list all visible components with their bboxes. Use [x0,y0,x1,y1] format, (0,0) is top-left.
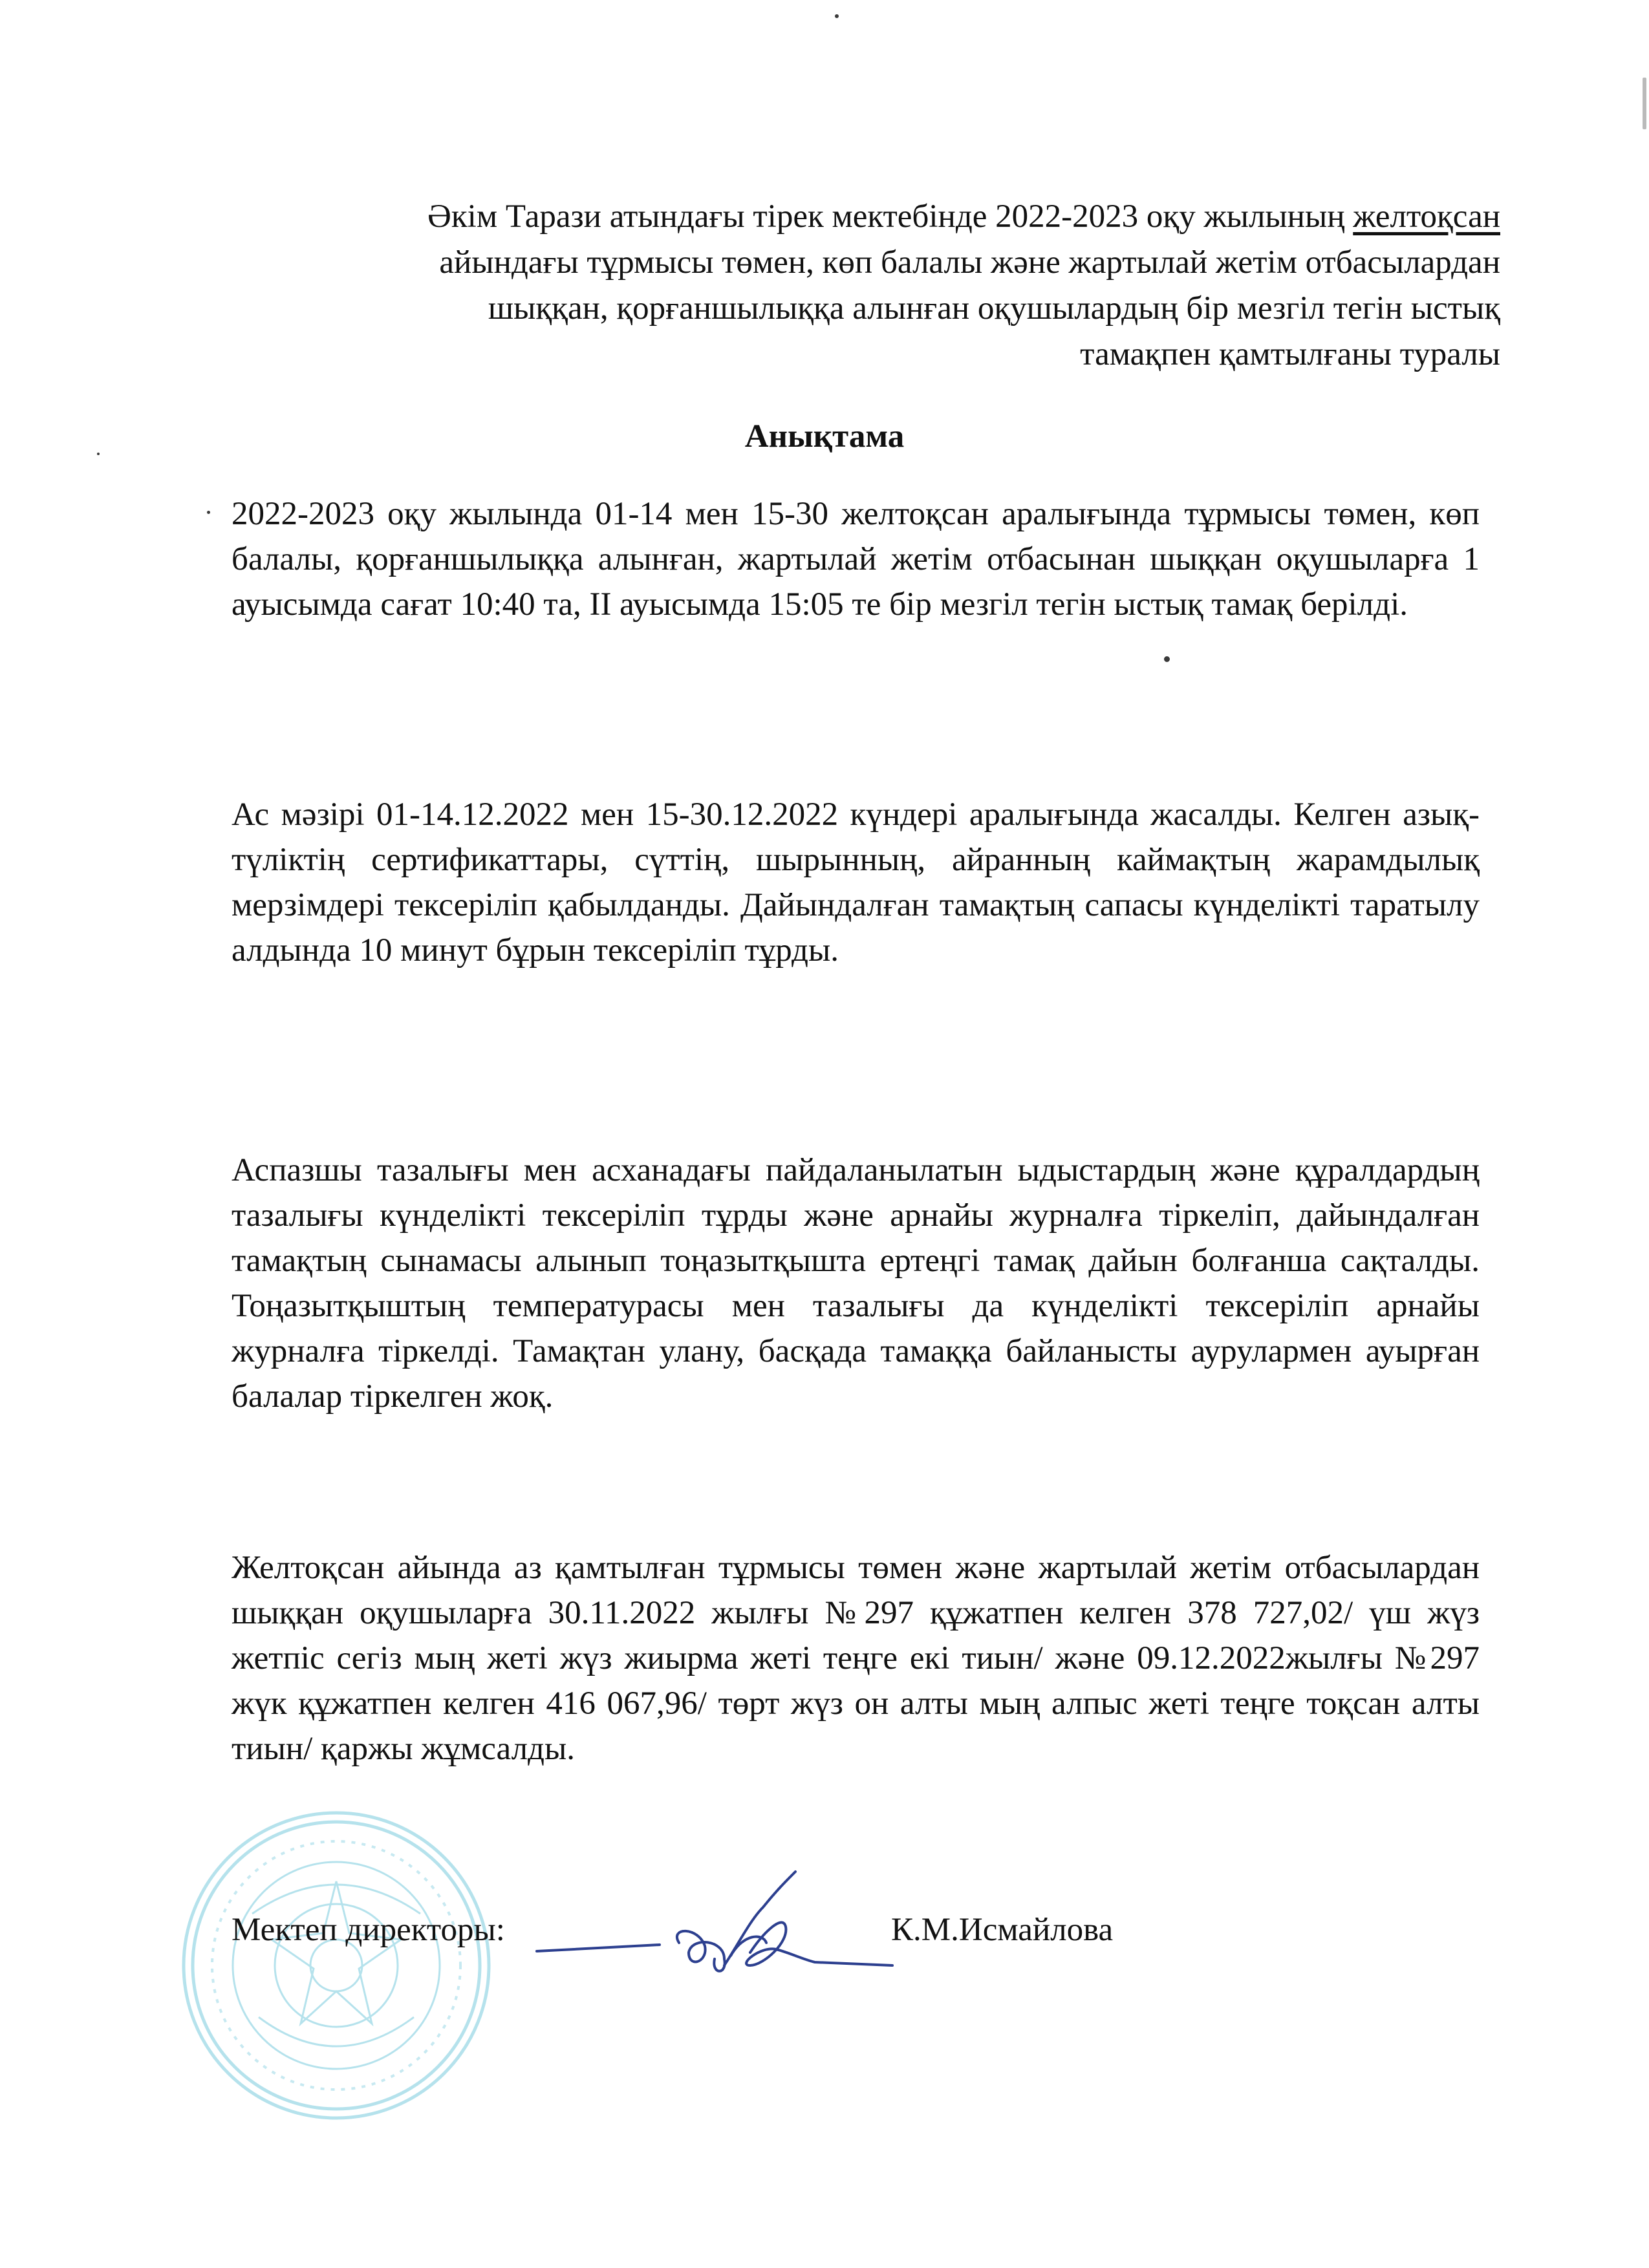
heading-line-1 [233,194,1500,240]
official-seal-stamp [175,1804,498,2127]
paragraph-funding: Желтоқсан айында аз қамтылған тұрмысы төмен және жартылай жетім отбасылардан шыққан оқушыларға 30.11.2022 жылғы №297 құжатпен келген 378 727,02/ үш жүз жетпіс сегіз мың жеті жүз жиырма жеті теңге екі тиын/ және 09.12.2022жылғы №297 жүк құжатпен келген 416 067,96/ төрт жүз он алты мың алпыс жеті теңге тоқсан алты тиын/ қаржы жұмсалды. [232,1550,1480,1767]
paragraph-hygiene: Аспазшы тазалығы мен асханадағы пайдаланылатын ыдыстардың және құралдардың тазалығы күнделікті тексеріліп тұрды және арнайы журналға тіркеліп, дайындалған тамақтың сынамасы алынып тоңазытқышта ертеңгі тамақ дайын болғанша сақталды. Тоңазытқыштың температурасы мен тазалығы да күнделікті тексеріліп арнайы журналға тіркелді. Тамақтан улану, басқада тамаққа байланысты аурулармен ауырған балалар тіркелген жоқ. [232,1152,1480,1415]
heading-month: желтоқсан [1353,198,1500,235]
heading-line-3: шыққан, қорғаншылыққа алынған оқушылардың бір мезгіл тегін ыстық [488,290,1500,326]
scan-speck [835,14,839,18]
handwritten-signature [530,1836,905,2017]
document-title: Анықтама [744,418,905,455]
director-name: К.М.Исмайлова [891,1912,1114,1948]
director-label: Мектеп директоры: [232,1912,505,1948]
scan-speck [1643,78,1646,129]
heading-line-1-text: Әкім Тарази атындағы тірек мектебінде 2022-2023 оқу жылының [427,198,1353,235]
scan-speck [1164,656,1170,662]
paragraph-menu-quality: Ас мәзірі 01-14.12.2022 мен 15-30.12.2022 күндері аралығында жасалды. Келген азық-түліктің сертификаттары, сүттің, шырынның, айранның каймақтың жарамдылық мерзімдері тексеріліп қабылданды. Дайындалған тамақтың сапасы күнделікті таратылу алдында 10 минут бұрын тексеріліп тұрды. [232,797,1480,968]
scan-speck [207,511,210,514]
heading-line-4: тамақпен қамтылғаны туралы [1080,336,1500,372]
heading-line-2: айындағы тұрмысы төмен, көп балалы және жартылай жетім отбасылардан [439,244,1500,281]
document-heading [233,194,1500,378]
scan-speck [97,453,100,455]
paragraph-meals-schedule: 2022-2023 оқу жылында 01-14 мен 15-30 желтоқсан аралығында тұрмысы төмен, көп балалы, қорғаншылыққа алынған, жартылай жетім отбасынан шыққан оқушыларға 1 ауысымда сағат 10:40 та, ІІ ауысымда 15:05 те бір мезгіл тегін ыстық тамақ берілді. [232,496,1480,623]
